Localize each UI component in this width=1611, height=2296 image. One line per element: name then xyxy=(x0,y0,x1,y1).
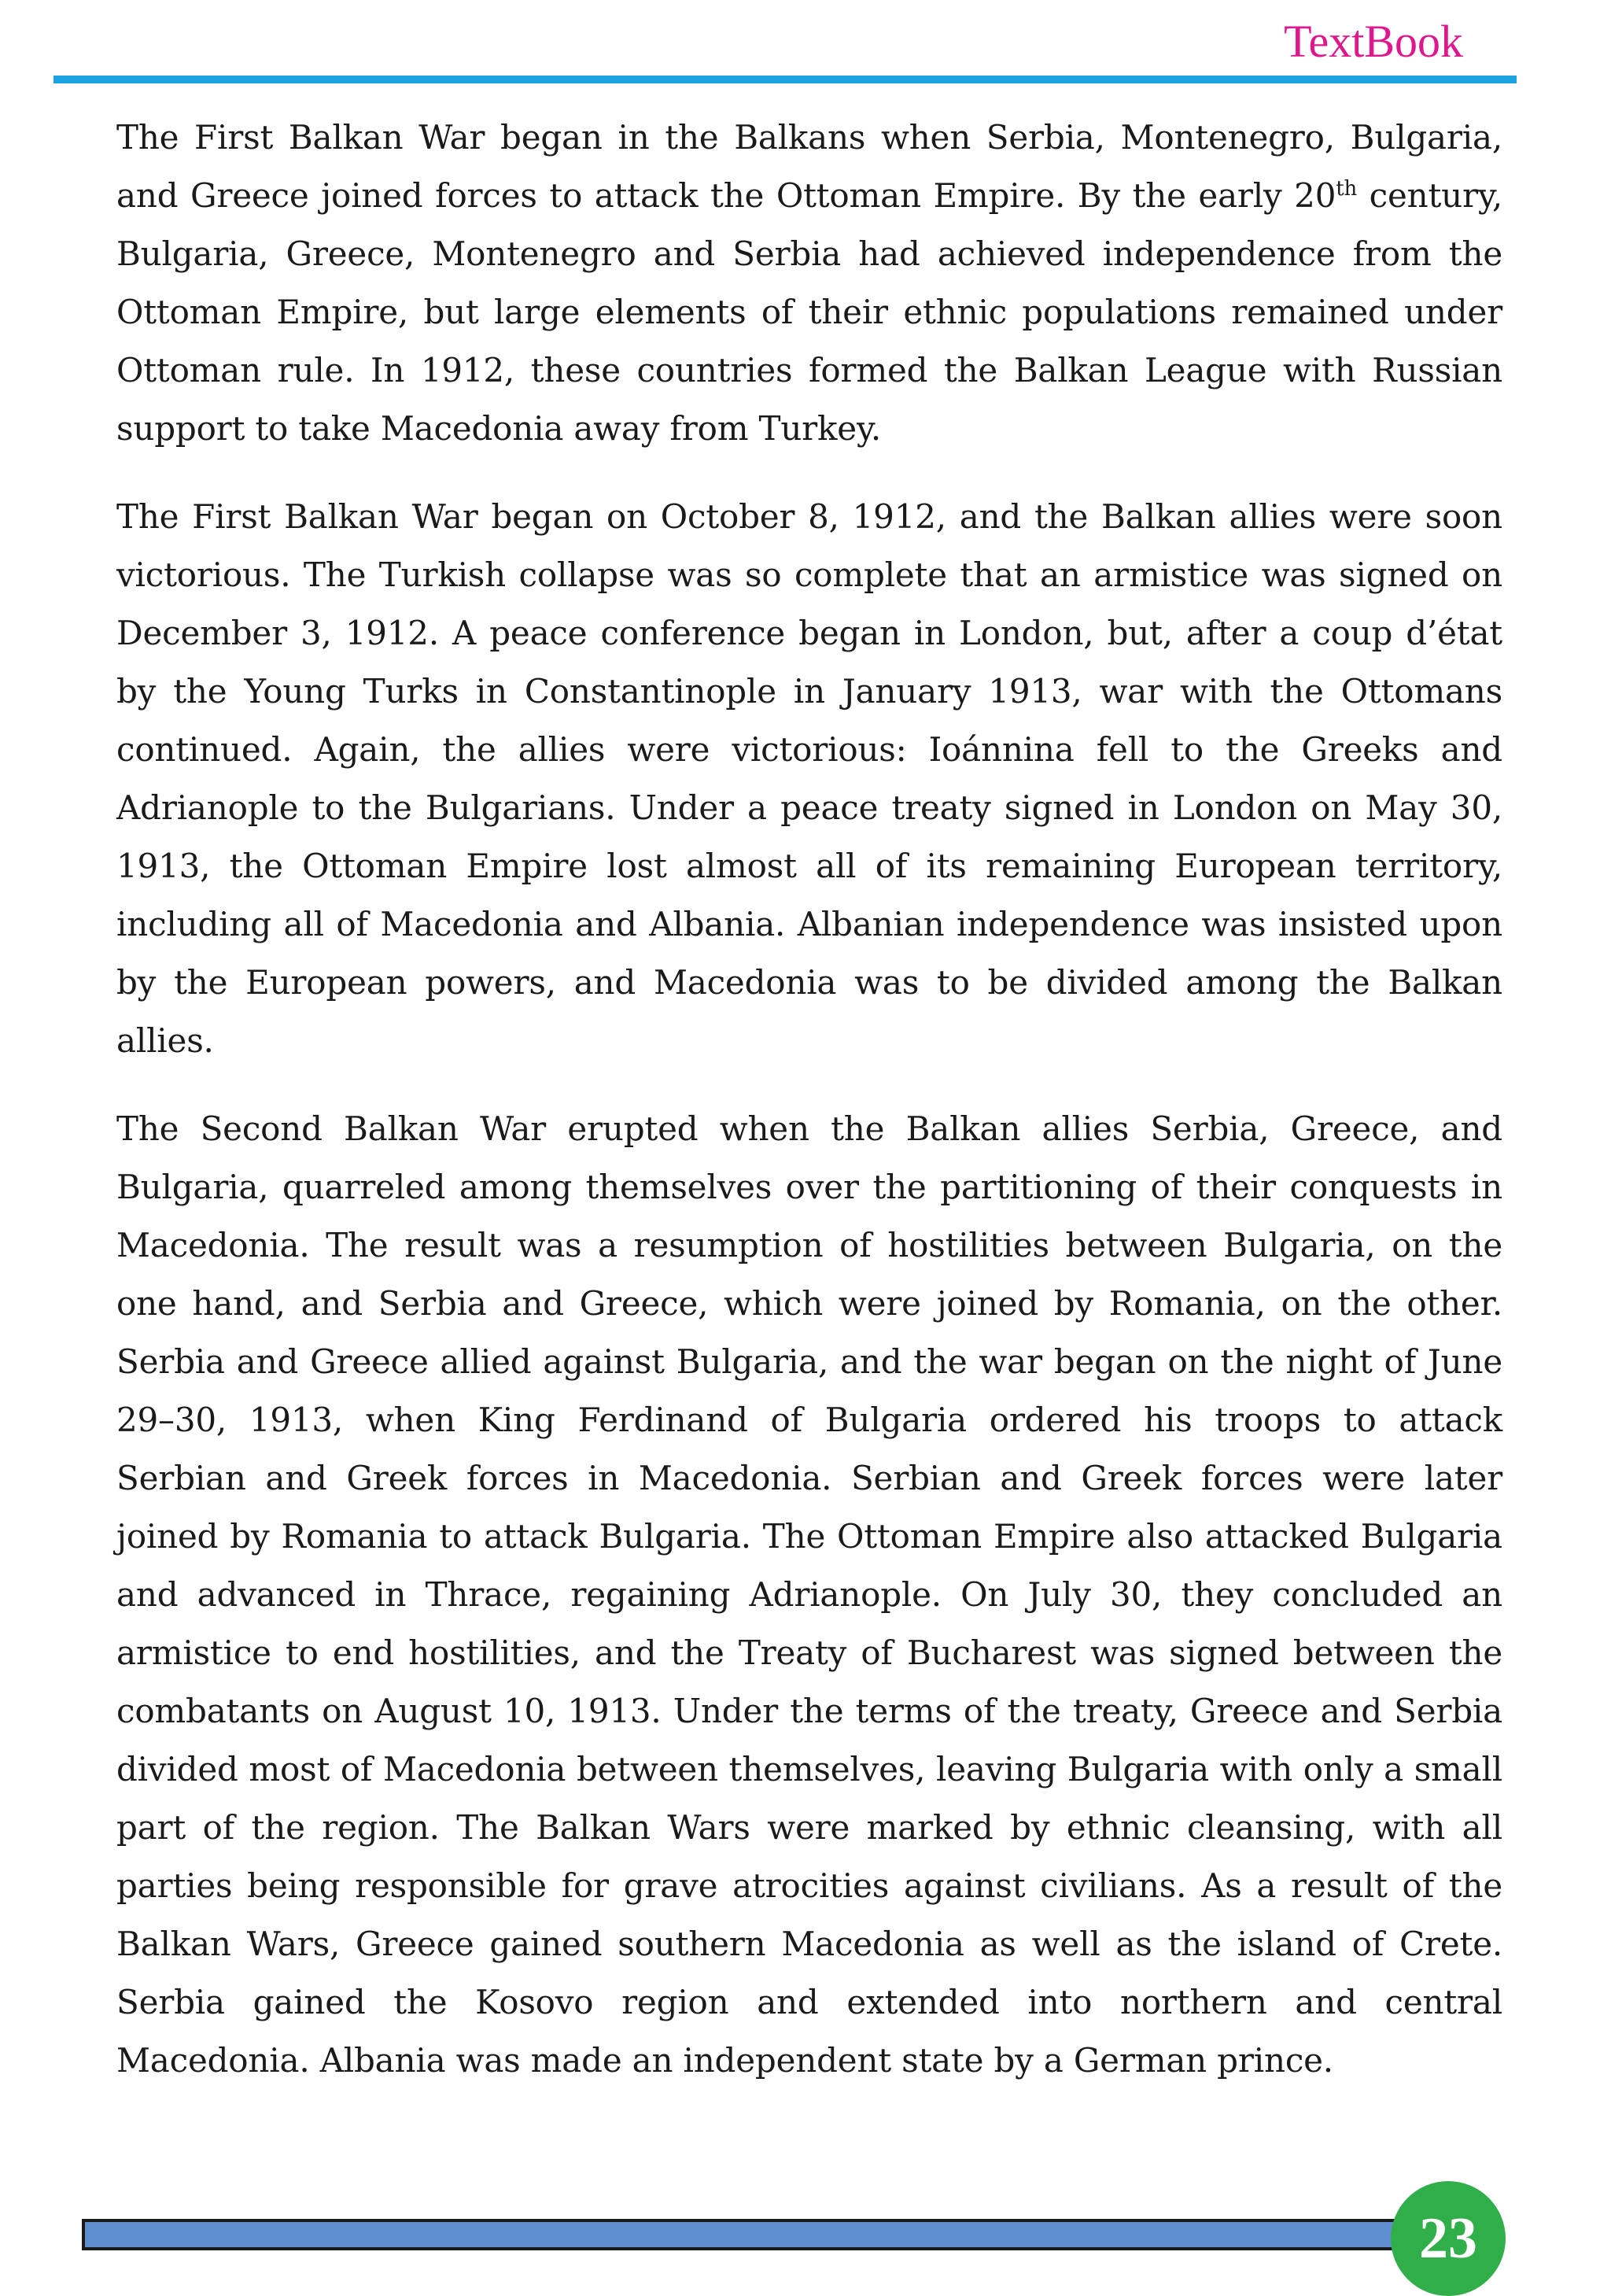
footer-bar xyxy=(82,2219,1435,2250)
paragraph-1 xyxy=(116,109,1502,458)
header-label: TextBook xyxy=(1284,16,1463,67)
paragraph-2: The First Balkan War began on October 8, 1912, and the Balkan allies were soon victorious. The Turkish collapse was so complete that an armistice was signed on December 3, 1912. A peace conference began in London, but, after a coup d’état by the Young Turks in Constantinople in January 1913, war with the Ottomans continued. Again, the allies were victorious: Ioánnina fell to the Greeks and Adrianople to the Bulgarians. Under a peace treaty signed in London on May 30, 1913, the Ottoman Empire lost almost all of its remaining European territory, including all of Macedonia and Albania. Albanian independence was insisted upon by the European powers, and Macedonia was to be divided among the Balkan allies. xyxy=(116,497,1502,1060)
page-number: 23 xyxy=(1419,2206,1477,2271)
paragraph-3: The Second Balkan War erupted when the Balkan allies Serbia, Greece, and Bulgaria, quarreled among themselves over the partitioning of their conquests in Macedonia. The result was a resumption of hostilities between Bulgaria, on the one hand, and Serbia and Greece, which were joined by Romania, on the other. Serbia and Greece allied against Bulgaria, and the war began on the night of June 29–30, 1913, when King Ferdinand of Bulgaria ordered his troops to attack Serbian and Greek forces in Macedonia. Serbian and Greek forces were later joined by Romania to attack Bulgaria. The Ottoman Empire also attacked Bulgaria and advanced in Thrace, regaining Adrianople. On July 30, they concluded an armistice to end hostilities, and the Treaty of Bucharest was signed between the combatants on August 10, 1913. Under the terms of the treaty, Greece and Serbia divided most of Macedonia between themselves, leaving Bulgaria with only a small part of the region. The Balkan Wars were marked by ethnic cleansing, with all parties being responsible for grave atrocities against civilians. As a result of the Balkan Wars, Greece gained southern Macedonia as well as the island of Crete. Serbia gained the Kosovo region and extended into northern and central Macedonia. Albania was made an independent state by a German prince. xyxy=(116,1109,1502,2080)
paragraph-1-superscript: th xyxy=(1336,177,1358,201)
paragraph-1-text-a: The First Balkan War began in the Balkans when Serbia, Montenegro, Bulgaria, and Greece joined forces to attack the Ottoman Empire. By the early 20 xyxy=(116,118,1502,215)
paragraph-1-text-b: century, Bulgaria, Greece, Montenegro and Serbia had achieved independence from the Ottoman Empire, but large elements of their ethnic populations remained under Ottoman rule. In 1912, these countries formed the Balkan League with Russian support to take Macedonia away from Turkey. xyxy=(116,176,1502,448)
header-rule xyxy=(53,76,1517,83)
page-content xyxy=(116,109,1502,2120)
page-number-badge xyxy=(1391,2181,1506,2296)
